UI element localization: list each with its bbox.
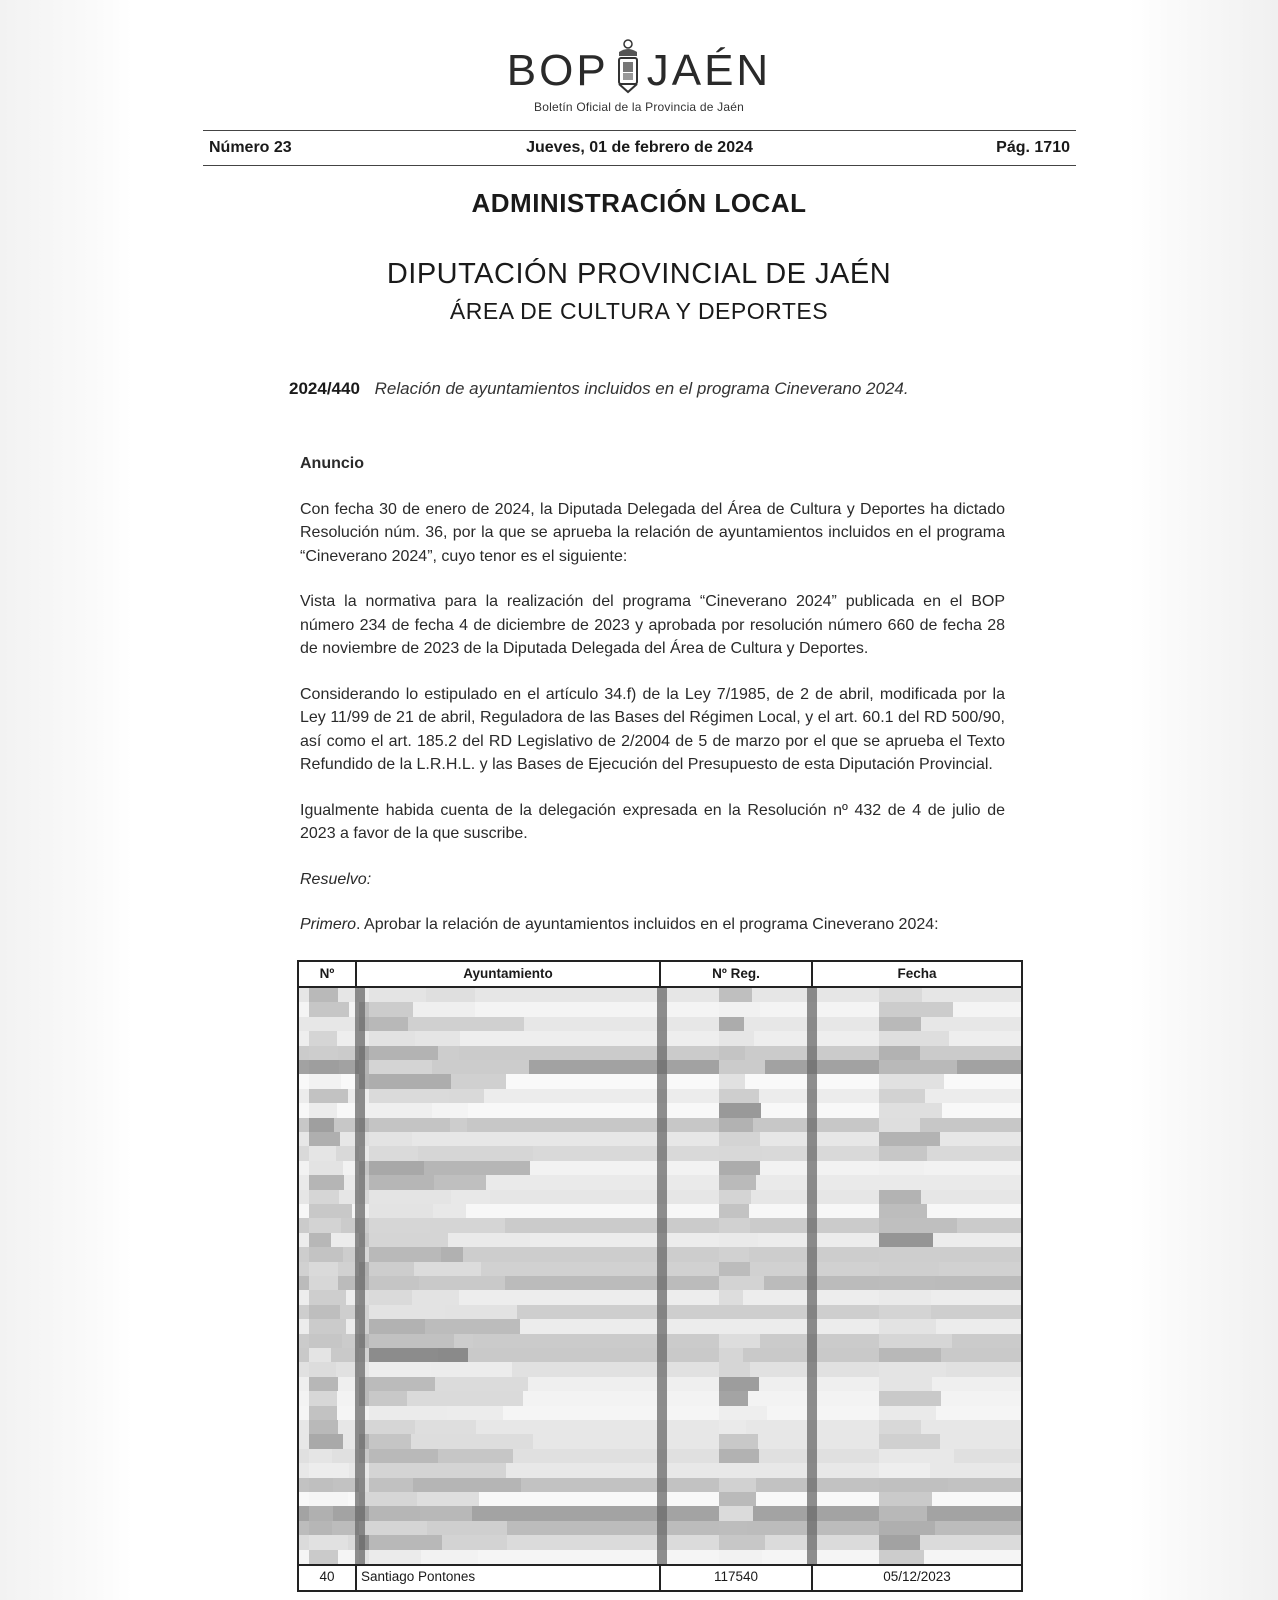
col-fecha: Fecha: [897, 966, 937, 981]
redacted-cell: [719, 1276, 764, 1290]
redacted-cell: [719, 1463, 749, 1477]
redacted-cell: [309, 1118, 334, 1132]
redacted-cell: [719, 1002, 760, 1016]
redacted-cell: [879, 1492, 932, 1506]
row-ayuntamiento: Santiago Pontones: [357, 1566, 661, 1590]
redacted-cell: [369, 1103, 468, 1117]
issue-number: Número 23: [209, 139, 292, 156]
redacted-cell: [879, 1406, 936, 1420]
redacted-cell: [369, 1506, 472, 1520]
redacted-cell: [879, 1434, 940, 1448]
col-ayuntamiento: Ayuntamiento: [357, 962, 661, 986]
redacted-cell: [369, 1463, 506, 1477]
redacted-cell: [719, 1060, 765, 1074]
redacted-cell: [879, 1319, 936, 1333]
redacted-cell: [879, 1550, 924, 1564]
redacted-cell: [369, 1089, 484, 1103]
redacted-cell: [309, 1233, 331, 1247]
redacted-cell: [369, 1175, 486, 1189]
announcement-reference: [289, 379, 909, 399]
redacted-cell: [369, 1391, 523, 1405]
municipalities-table: [297, 960, 1023, 1592]
redacted-cell: [879, 1132, 940, 1146]
redacted-cell: [369, 1118, 467, 1132]
redacted-cell: [719, 1290, 743, 1304]
redacted-cell: [369, 1276, 505, 1290]
redacted-cell: [369, 1161, 530, 1175]
redacted-cell: [719, 1506, 753, 1520]
redacted-cell: [879, 1449, 954, 1463]
redacted-cell: [879, 1175, 934, 1189]
redacted-cell: [369, 1002, 475, 1016]
redacted-cell: [309, 1074, 341, 1088]
redacted-cell: [719, 1521, 747, 1535]
redacted-cell: [879, 988, 922, 1002]
masthead-subtitle: Boletín Oficial de la Provincia de Jaén: [534, 100, 744, 114]
redacted-cell: [879, 1074, 944, 1088]
resuelvo-label: Resuelvo:: [300, 870, 372, 888]
redacted-cell: [369, 1290, 459, 1304]
redacted-cell: [719, 1031, 754, 1045]
redacted-cell: [309, 1420, 338, 1434]
redacted-cell: [309, 1391, 337, 1405]
redacted-cell: [309, 1002, 349, 1016]
redacted-cell: [719, 1161, 760, 1175]
redacted-cell: [309, 1218, 341, 1232]
announcement-ref-number: 2024/440: [289, 379, 360, 398]
section-admin: ADMINISTRACIÓN LOCAL: [471, 188, 807, 218]
redacted-cell: [369, 1434, 533, 1448]
redacted-cell: [719, 1204, 749, 1218]
redacted-cell: [309, 1305, 340, 1319]
redacted-cell: [369, 1478, 521, 1492]
row-number: 40: [299, 1566, 357, 1590]
redacted-cell: [309, 1550, 338, 1564]
redacted-cell: [309, 1521, 332, 1535]
redacted-cell: [369, 1492, 479, 1506]
redacted-cell: [719, 1391, 748, 1405]
redacted-cell: [369, 1334, 473, 1348]
redacted-cell: [369, 1218, 505, 1232]
redacted-cell: [369, 1262, 481, 1276]
redacted-cell: [719, 1218, 750, 1232]
redacted-cell: [879, 1362, 946, 1376]
table-row: [299, 1564, 1021, 1590]
redacted-cell: [309, 1060, 339, 1074]
redacted-column-divider: [807, 988, 817, 1566]
redacted-cell: [719, 1420, 746, 1434]
redacted-cell: [719, 1535, 765, 1549]
redacted-cell: [719, 1434, 758, 1448]
redacted-cell: [879, 1391, 941, 1405]
redacted-cell: [309, 1046, 338, 1060]
redacted-cell: [719, 1348, 743, 1362]
redacted-cell: [719, 1478, 756, 1492]
redacted-cell: [369, 1233, 530, 1247]
redacted-cell: [369, 1535, 507, 1549]
redacted-cell: [719, 1305, 762, 1319]
redacted-cell: [879, 1247, 940, 1261]
redacted-cell: [369, 1190, 490, 1204]
redacted-cell: [369, 1406, 503, 1420]
brand-left: BOP: [506, 46, 609, 95]
redacted-cell: [719, 1262, 750, 1276]
redacted-cell: [309, 1406, 337, 1420]
redacted-cell: [719, 988, 752, 1002]
redacted-cell: [369, 1305, 517, 1319]
paragraph-1: Con fecha 30 de enero de 2024, la Diputada Delegada del Área de Cultura y Deportes ha dictado Resolución núm. 36, por la que se aprueba la relación de ayuntamientos incluidos en el programa “Cineverano 2024”, cuyo tenor es el siguiente:: [300, 500, 1005, 565]
redacted-cell: [309, 1319, 346, 1333]
paragraph-4: Igualmente habida cuenta de la delegación expresada en la Resolución nº 432 de 4 de julio de 2023 a favor de la que suscribe.: [300, 801, 1005, 842]
redacted-cell: [879, 1017, 921, 1031]
col-reg: Nº Reg.: [661, 962, 813, 986]
primero: [300, 913, 1005, 937]
redacted-cell: [369, 1146, 533, 1160]
row-reg: 117540: [661, 1566, 813, 1590]
redacted-cell: [879, 1290, 931, 1304]
redacted-cell: [719, 1233, 758, 1247]
redacted-cell: [719, 1118, 753, 1132]
redacted-rows: [299, 988, 1021, 1566]
primero-text: . Aprobar la relación de ayuntamientos incluidos en el programa Cineverano 2024:: [356, 916, 939, 933]
redacted-cell: [879, 1521, 935, 1535]
left-background-shade: [0, 0, 132, 1600]
redacted-cell: [369, 1060, 529, 1074]
primero-label: Primero: [300, 916, 357, 933]
section-area: ÁREA DE CULTURA Y DEPORTES: [449, 298, 829, 324]
paragraph-2: Vista la normativa para la realización del programa “Cineverano 2024” publicada en el BOP número 234 de fecha 4 de diciembre de 2023 y aprobada por resolución número 660 de fecha 28 de noviembre de 2023 de la Diputada Delegada del Área de Cultura y Deportes.: [300, 593, 1005, 657]
redacted-cell: [719, 1334, 760, 1348]
resuelvo: [300, 868, 1005, 892]
redacted-column-divider: [657, 988, 667, 1566]
redacted-cell: [309, 1434, 343, 1448]
redacted-cell: [309, 1161, 343, 1175]
redacted-cell: [719, 1190, 751, 1204]
redacted-cell: [879, 1103, 942, 1117]
redacted-cell: [879, 1276, 935, 1290]
redacted-cell: [309, 1348, 331, 1362]
redacted-cell: [879, 1118, 920, 1132]
brand-right: JAÉN: [646, 46, 772, 95]
redacted-cell: [879, 1478, 948, 1492]
redacted-cell: [309, 1362, 336, 1376]
announcement-title: Relación de ayuntamientos incluidos en el programa Cineverano 2024.: [374, 379, 909, 398]
redacted-cell: [879, 1420, 921, 1434]
redacted-cell: [309, 1089, 348, 1103]
redacted-cell: [719, 1377, 759, 1391]
redacted-cell: [879, 1348, 941, 1362]
table-header: [299, 962, 1021, 988]
redacted-cell: [369, 1132, 486, 1146]
redacted-cell: [309, 988, 338, 1002]
redacted-cell: [879, 1161, 924, 1175]
redacted-cell: [719, 1406, 767, 1420]
redacted-cell: [369, 1449, 513, 1463]
redacted-cell: [309, 1031, 337, 1045]
redacted-cell: [369, 1017, 524, 1031]
redacted-cell: [719, 1492, 756, 1506]
redacted-cell: [879, 1146, 927, 1160]
redacted-cell: [879, 1060, 957, 1074]
redacted-cell: [879, 1002, 953, 1016]
redacted-cell: [719, 1550, 762, 1564]
page-number: Pág. 1710: [996, 139, 1070, 156]
redacted-cell: [309, 1478, 333, 1492]
redacted-cell: [369, 1204, 466, 1218]
redacted-cell: [719, 1175, 756, 1189]
page-header: [203, 130, 1076, 166]
redacted-cell: [879, 1305, 931, 1319]
redacted-cell: [309, 1247, 343, 1261]
redacted-cell: [879, 1190, 921, 1204]
redacted-cell: [719, 1132, 760, 1146]
redacted-cell: [309, 1492, 348, 1506]
redacted-cell: [309, 1449, 332, 1463]
redacted-cell: [309, 1290, 346, 1304]
redacted-cell: [369, 1247, 463, 1261]
redacted-cell: [309, 1103, 337, 1117]
redacted-cell: [369, 1348, 468, 1362]
redacted-cell: [309, 1334, 342, 1348]
redacted-cell: [369, 1521, 507, 1535]
redacted-cell: [309, 1175, 344, 1189]
redacted-cell: [879, 1262, 939, 1276]
redacted-cell: [879, 1463, 930, 1477]
redacted-cell: [879, 1031, 949, 1045]
announcement-heading: Anuncio: [300, 455, 364, 472]
redacted-cell: [879, 1506, 927, 1520]
redacted-cell: [879, 1218, 957, 1232]
redacted-cell: [719, 1319, 751, 1333]
col-number: Nº: [299, 962, 357, 986]
redacted-cell: [879, 1204, 927, 1218]
announcement-body: [300, 452, 1005, 937]
redacted-cell: [309, 1017, 334, 1031]
redacted-cell: [309, 1535, 348, 1549]
masthead: [0, 38, 1278, 114]
redacted-cell: [719, 1449, 759, 1463]
redacted-cell: [879, 1334, 952, 1348]
redacted-cell: [879, 1046, 920, 1060]
redacted-cell: [369, 1074, 506, 1088]
redacted-cell: [719, 1046, 745, 1060]
redacted-cell: [719, 1089, 759, 1103]
paragraph-3: Considerando lo estipulado en el artículo 34.f) de la Ley 7/1985, de 2 de abril, modificada por la Ley 11/99 de 21 de abril, Reguladora de las Bases del Régimen Local, y el art. 60.1 del RD 500/90, así como el art. 185.2 del RD Legislativo de 2/2004 de 5 de marzo por el que se aprueba el Texto Refundido de la L.R.H.L. y las Bases de Ejecución del Presupuesto de esta Diputación Provincial.: [300, 685, 1005, 773]
redacted-cell: [369, 1362, 512, 1376]
row-fecha: 05/12/2023: [883, 1569, 951, 1584]
redacted-cell: [369, 1031, 460, 1045]
redacted-cell: [879, 1233, 933, 1247]
redacted-cell: [369, 1420, 476, 1434]
redacted-cell: [309, 1262, 338, 1276]
right-background-shade: [1128, 0, 1278, 1600]
issue-date: Jueves, 01 de febrero de 2024: [526, 139, 753, 156]
redacted-cell: [309, 1463, 349, 1477]
redacted-cell: [309, 1276, 338, 1290]
redacted-cell: [309, 1146, 336, 1160]
redacted-column-divider: [355, 988, 365, 1566]
redacted-cell: [879, 1377, 932, 1391]
redacted-cell: [719, 1146, 762, 1160]
redacted-cell: [309, 1377, 338, 1391]
redacted-cell: [719, 1362, 750, 1376]
redacted-cell: [309, 1132, 340, 1146]
redacted-cell: [369, 1046, 459, 1060]
redacted-cell: [369, 1319, 520, 1333]
redacted-cell: [879, 1089, 925, 1103]
redacted-cell: [309, 1204, 352, 1218]
redacted-cell: [369, 1550, 478, 1564]
section-entity: DIPUTACIÓN PROVINCIAL DE JAÉN: [386, 258, 892, 290]
redacted-cell: [719, 1074, 745, 1088]
redacted-cell: [719, 1017, 744, 1031]
redacted-cell: [309, 1190, 339, 1204]
coat-of-arms-icon: [613, 38, 643, 96]
redacted-cell: [719, 1103, 761, 1117]
redacted-cell: [309, 1506, 333, 1520]
redacted-cell: [369, 988, 475, 1002]
redacted-cell: [369, 1377, 528, 1391]
redacted-cell: [719, 1247, 749, 1261]
redacted-cell: [879, 1535, 920, 1549]
